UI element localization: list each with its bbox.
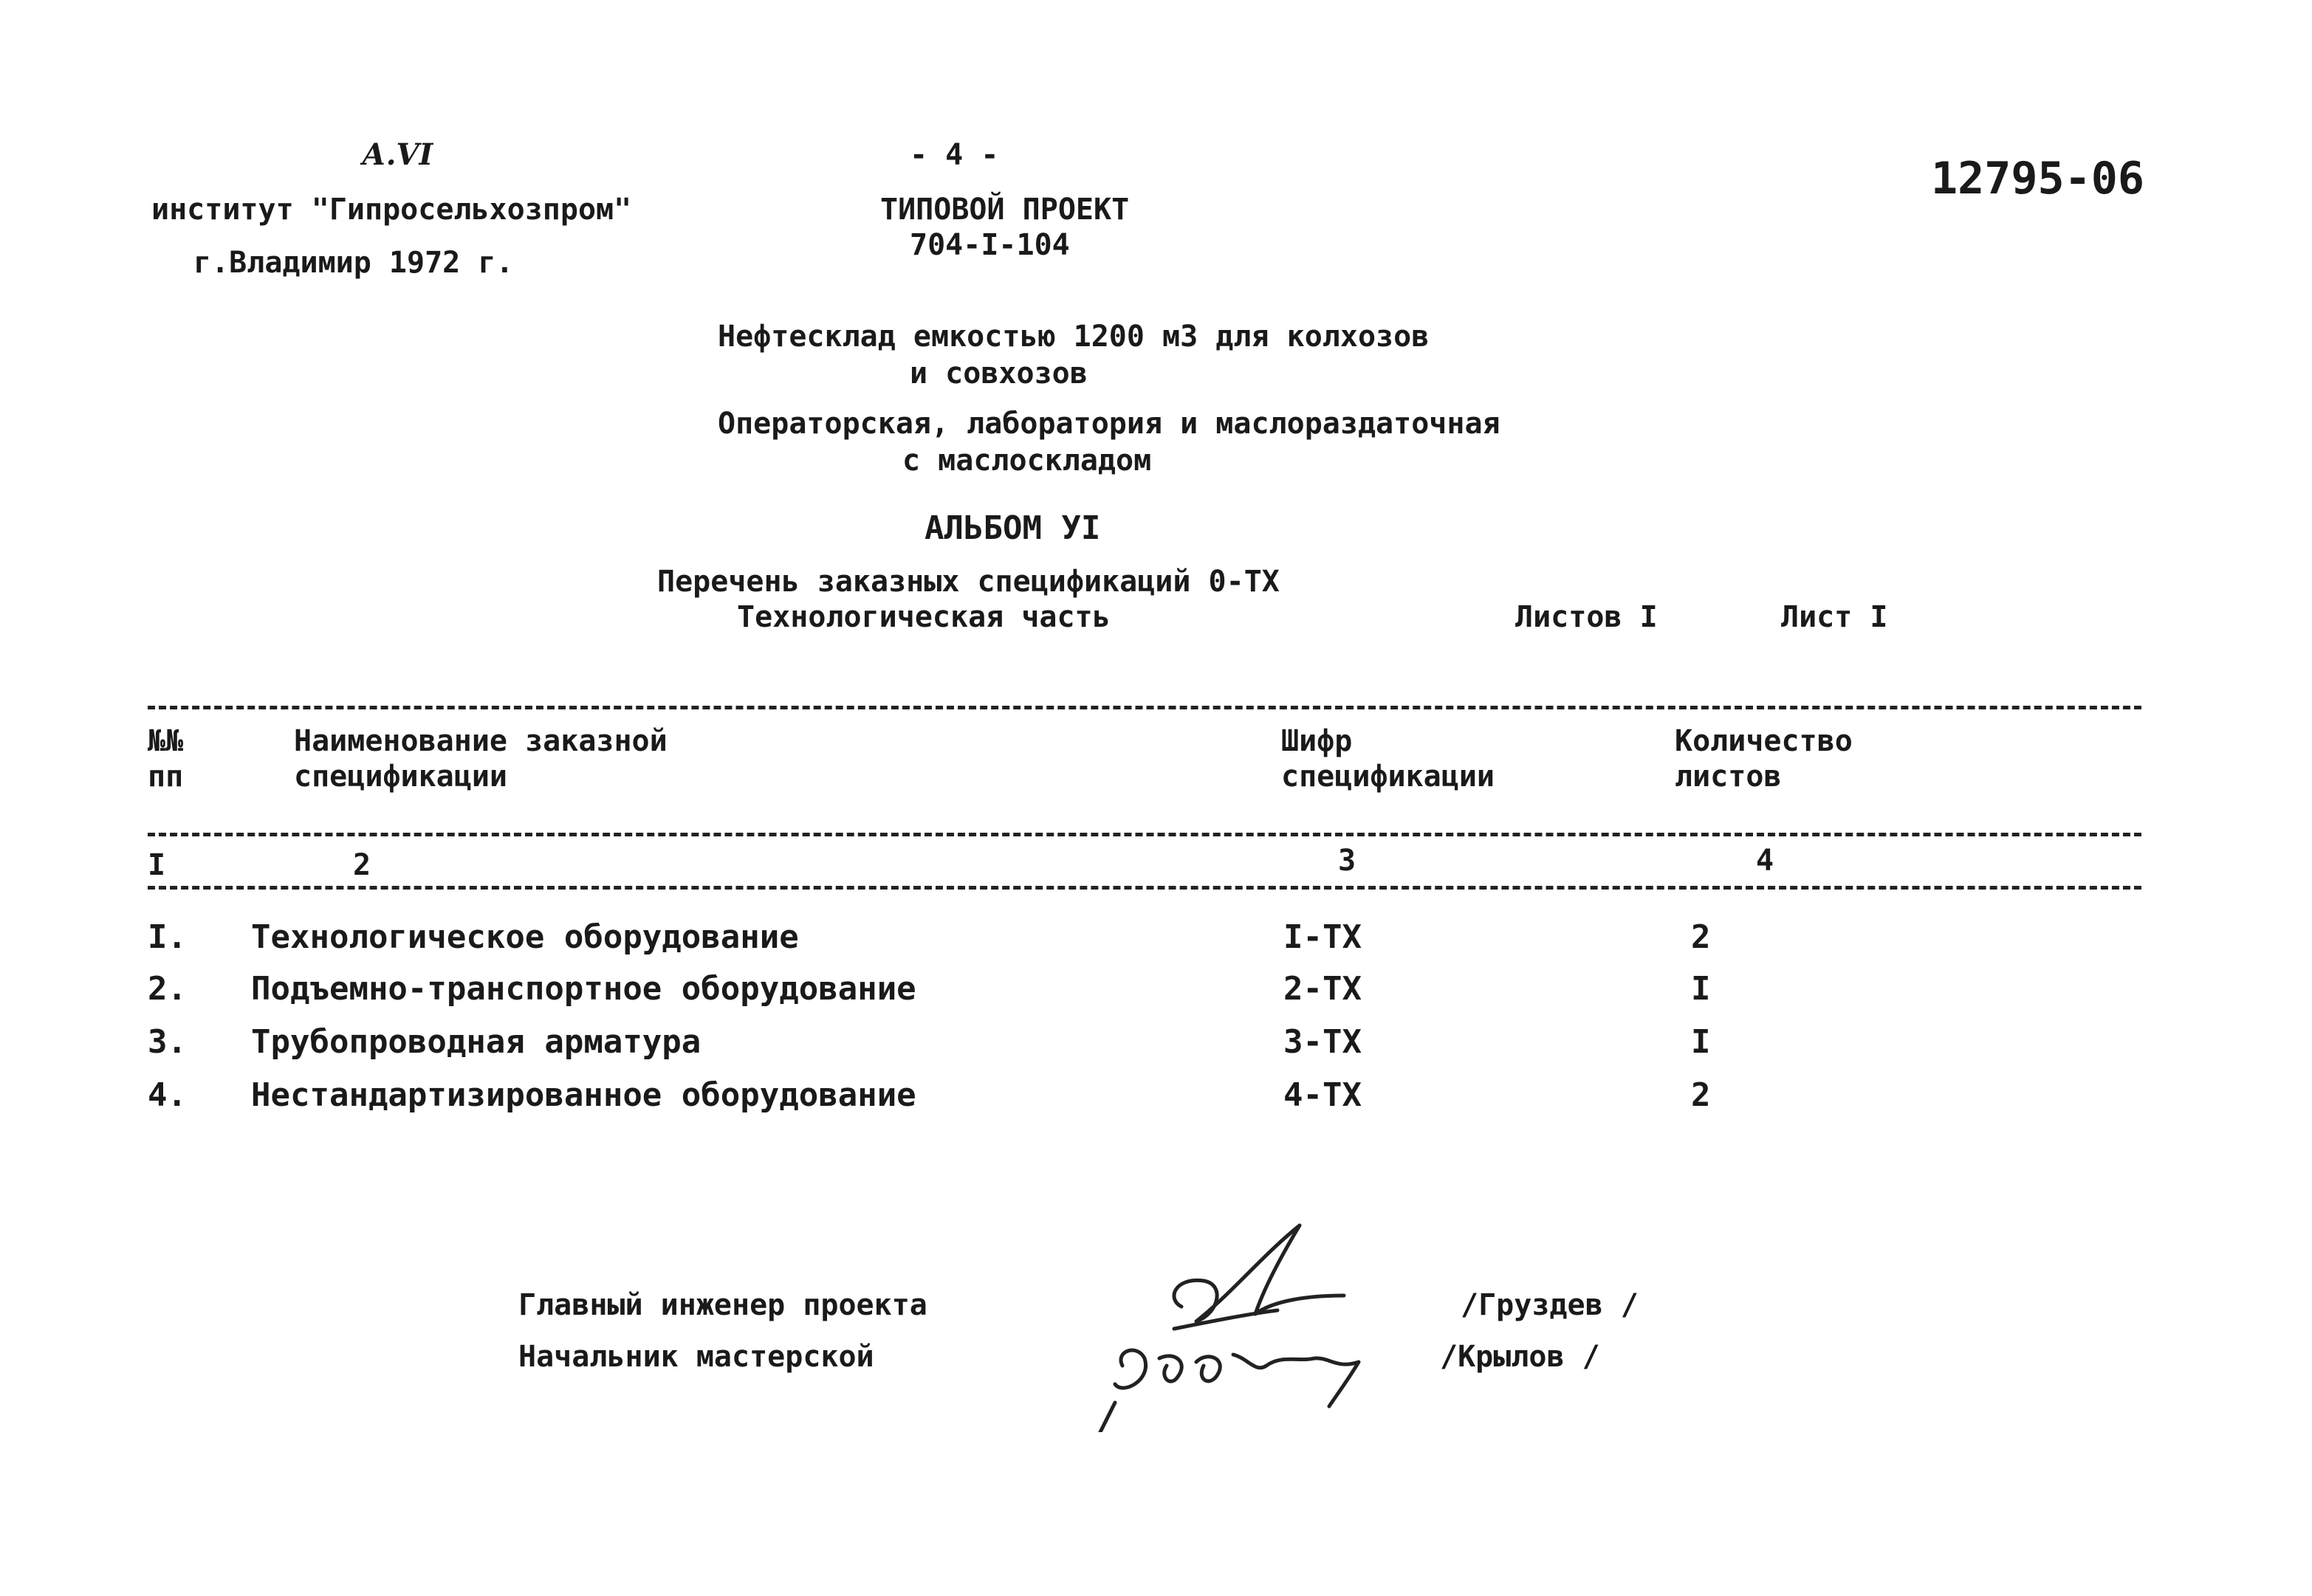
column-number-4: 4 xyxy=(1756,844,1774,878)
header-name-line1: Наименование заказной xyxy=(294,724,668,758)
row-qty: 2 xyxy=(1691,918,1711,956)
header-qty-line2: листов xyxy=(1675,760,1782,794)
row-name: Подъемно-транспортное оборудование xyxy=(251,970,916,1008)
sheets-total: Листов I xyxy=(1515,600,1658,634)
title-line-4: с маслоскладом xyxy=(902,444,1152,478)
header-num-line1: №№ xyxy=(148,724,184,758)
row-name: Нестандартизированное оборудование xyxy=(251,1076,916,1114)
document-number: 12795-06 xyxy=(1931,153,2144,204)
header-qty-line1: Количество xyxy=(1675,724,1853,758)
row-qty: 2 xyxy=(1691,1076,1711,1114)
column-numbers-rule xyxy=(148,886,2141,890)
row-code: 4-ТХ xyxy=(1283,1076,1362,1114)
workshop-head-title: Начальник мастерской xyxy=(518,1340,874,1374)
row-number: I. xyxy=(148,918,187,956)
row-code: I-ТХ xyxy=(1283,918,1362,956)
header-name-line2: спецификации xyxy=(294,760,507,794)
header-num-line2: пп xyxy=(148,760,184,794)
row-name: Технологическое оборудование xyxy=(251,918,799,956)
list-title: Перечень заказных спецификаций 0-ТХ xyxy=(657,565,1280,599)
row-qty: I xyxy=(1691,970,1711,1008)
page-number: - 4 - xyxy=(910,138,999,172)
chief-engineer-name: /Груздев / xyxy=(1461,1288,1639,1322)
handwritten-signatures xyxy=(1078,1211,1388,1432)
header-bottom-rule xyxy=(148,833,2141,836)
workshop-head-name: /Крылов / xyxy=(1440,1340,1600,1374)
row-number: 3. xyxy=(148,1023,187,1061)
row-number: 4. xyxy=(148,1076,187,1114)
city-year: г.Владимир 1972 г. xyxy=(193,246,514,280)
project-label: ТИПОВОЙ ПРОЕКТ xyxy=(880,193,1130,227)
row-code: 2-ТХ xyxy=(1283,970,1362,1008)
row-code: 3-ТХ xyxy=(1283,1023,1362,1061)
album-title: АЛЬБОМ УI xyxy=(925,509,1101,547)
chief-engineer-signature xyxy=(1174,1225,1344,1321)
header-code-line2: спецификации xyxy=(1281,760,1495,794)
title-line-1: Нефтесклад емкостью 1200 м3 для колхозов xyxy=(718,320,1430,354)
title-line-2: и совхозов xyxy=(910,357,1088,391)
header-code-line1: Шифр xyxy=(1281,724,1353,758)
part-title: Технологическая часть xyxy=(737,600,1111,634)
column-number-1: I xyxy=(148,848,166,882)
row-qty: I xyxy=(1691,1023,1711,1061)
table-top-rule xyxy=(148,706,2141,709)
column-number-2: 2 xyxy=(353,848,371,882)
row-number: 2. xyxy=(148,970,187,1008)
institute-name: институт "Гипросельхозпром" xyxy=(151,193,632,227)
album-mark: А.VI xyxy=(362,137,433,172)
project-code: 704-I-104 xyxy=(910,228,1070,262)
row-name: Трубопроводная арматура xyxy=(251,1023,702,1061)
sheet-number: Лист I xyxy=(1781,600,1888,634)
chief-engineer-title: Главный инженер проекта xyxy=(518,1288,927,1322)
title-line-3: Операторская, лаборатория и маслораздаточная xyxy=(718,407,1500,441)
column-number-3: 3 xyxy=(1338,844,1356,878)
